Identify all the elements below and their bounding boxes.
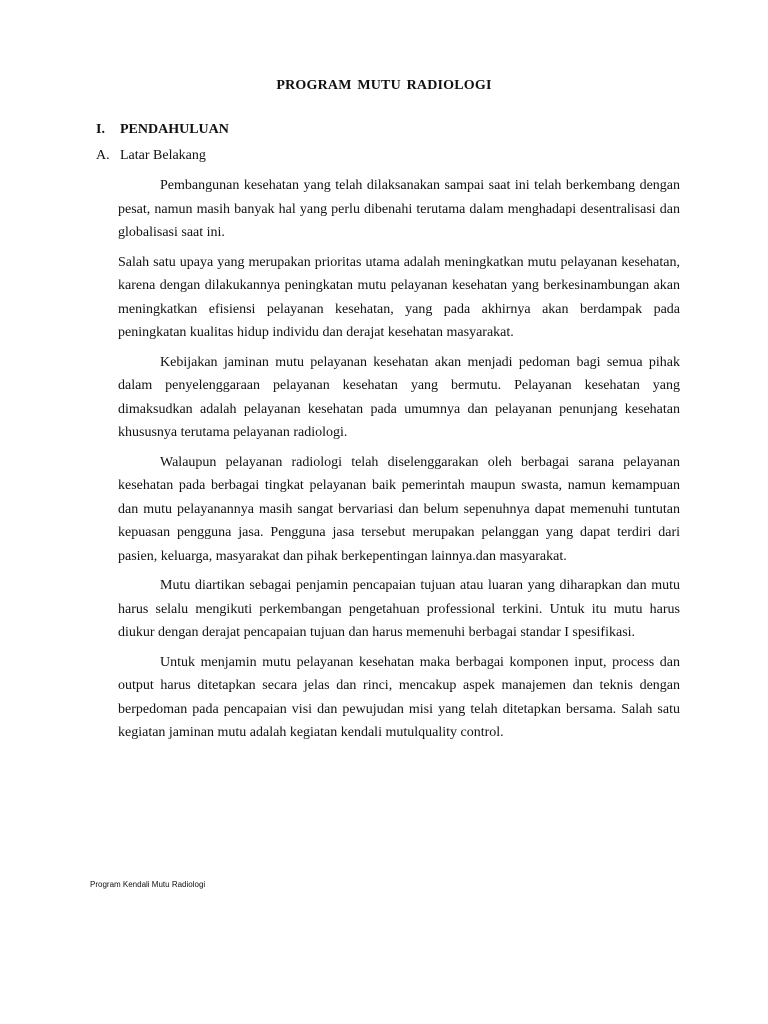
paragraph-4: Walaupun pelayanan radiologi telah diselenggarakan oleh berbagai sarana pelayanan kesehatan pada berbagai tingkat pelayanan baik pemerintah maupun swasta, namun kemampuan dan mutu pelayanannya masih sangat bervariasi dan belum sepenuhnya dapat memenuhi tuntutan kepuasan pengguna jasa. Pengguna jasa tersebut merupakan pelanggan yang dapat terdiri dari pasien, keluarga, masyarakat dan pihak berkepentingan lainnya.dan masyarakat.: [118, 454, 680, 564]
section-heading: [96, 122, 229, 138]
footer-text: Program Kendali Mutu Radiologi: [90, 880, 206, 889]
paragraph-3: Kebijakan jaminan mutu pelayanan kesehatan akan menjadi pedoman bagi semua pihak dalam penyelenggaraan pelayanan kesehatan yang bermutu. Pelayanan kesehatan yang dimaksudkan adalah pelayanan kesehatan pada umumnya dan pelayanan penunjang kesehatan khususnya terutama pelayanan radiologi.: [118, 354, 680, 440]
paragraph-1: Pembangunan kesehatan yang telah dilaksanakan sampai saat ini telah berkembang dengan pesat, namun masih banyak hal yang perlu dibenahi terutama dalam menghadapi desentralisasi dan globalisasi saat ini.: [118, 178, 680, 240]
page-title: PROGRAM MUTU RADIOLOGI: [276, 78, 492, 93]
section-title: PENDAHULUAN: [120, 122, 229, 137]
paragraph-6: Untuk menjamin mutu pelayanan kesehatan maka berbagai komponen input, process dan output harus ditetapkan secara jelas dan rinci, mencakup aspek manajemen dan teknis dengan berpedoman pada pencapaian visi dan pewujudan misi yang telah ditetapkan bersama. Salah satu kegiatan jaminan mutu adalah kegiatan kendali mutulquality control.: [118, 654, 680, 740]
subsection-number: A.: [96, 148, 110, 163]
subsection-title: Latar Belakang: [120, 148, 206, 163]
body-text: [118, 174, 680, 751]
subsection-heading: [96, 148, 206, 164]
paragraph-2: Salah satu upaya yang merupakan prioritas utama adalah meningkatkan mutu pelayanan kesehatan, karena dengan dilakukannya peningkatan mutu pelayanan kesehatan yang berkesinambungan akan meningkatkan efisiensi pelayanan kesehatan, yang pada akhirnya akan berdampak pada peningkatan kualitas hidup individu dan derajat kesehatan masyarakat.: [118, 254, 680, 340]
section-number: I.: [96, 122, 105, 137]
paragraph-5: Mutu diartikan sebagai penjamin pencapaian tujuan atau luaran yang diharapkan dan mutu harus selalu mengikuti perkembangan pengetahuan professional terkini. Untuk itu mutu harus diukur dengan derajat pencapaian tujuan dan harus memenuhi berbagai standar I spesifikasi.: [118, 578, 680, 640]
